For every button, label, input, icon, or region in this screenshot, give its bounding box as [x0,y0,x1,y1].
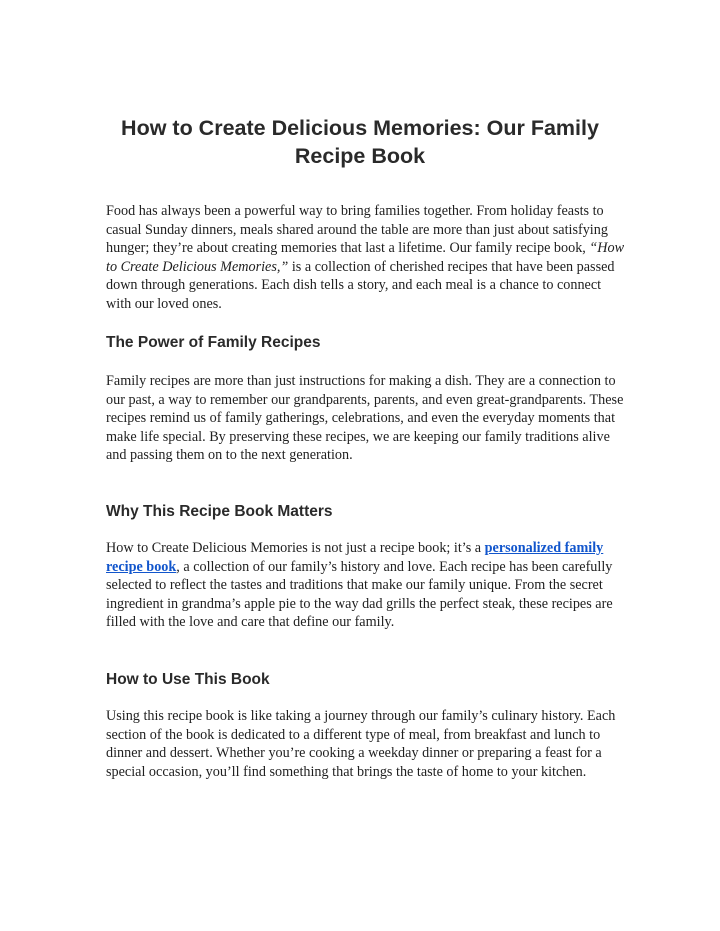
why-text-after: , a collection of our family’s history and love. Each recipe has been carefully selected to reflect the tastes and traditions that make our family unique. From the secret ingredient in grandma’s apple pie to the way dad grills the perfect steak, these recipes are filled with the love and care that define our family. [106,558,613,630]
section-heading-how-to-use-this-book: How to Use This Book [106,671,270,688]
personalized-family-recipe-book-link[interactable]: personalized family recipe book [106,540,604,575]
intro-text-after: is a collection of cherished recipes that have been passed down through generations. Each dish tells a story, and each meal is a chance to connect with our loved ones. [106,258,615,312]
intro-paragraph [106,202,626,313]
section-paragraph-how-to-use-this-book: Using this recipe book is like taking a journey through our family’s culinary history. Each section of the book is dedicated to a different type of meal, from breakfast and lunch to dinner and dessert. Whether you’re cooking a weekday dinner or preparing a feast for a special occasion, you’ll find something that brings the taste of home to your kitchen. [106,708,616,780]
section-paragraph-power-of-family-recipes: Family recipes are more than just instructions for making a dish. They are a connection to our past, a way to remember our grandparents, parents, and even great-grandparents. These recipes remind us of family gatherings, celebrations, and even the everyday moments that make life special. By preserving these recipes, we are keeping our family traditions alive and passing them on to the next generation. [106,373,624,463]
section-paragraph-why-this-book-matters [106,539,626,632]
intro-text-before: Food has always been a powerful way to bring families together. From holiday feasts to casual Sunday dinners, meals shared around the table are more than just about satisfying hunger; they’re about creating memories that last a lifetime. Our family recipe book, [106,203,608,256]
section-heading-power-of-family-recipes: The Power of Family Recipes [106,334,321,351]
document-title: How to Create Delicious Memories: Our Family Recipe Book [121,116,599,168]
book-title-quote: “How to Create Delicious Memories,” [106,240,625,275]
section-heading-why-this-book-matters: Why This Recipe Book Matters [106,503,333,520]
why-text-before: How to Create Delicious Memories is not just a recipe book; it’s a [106,540,485,556]
